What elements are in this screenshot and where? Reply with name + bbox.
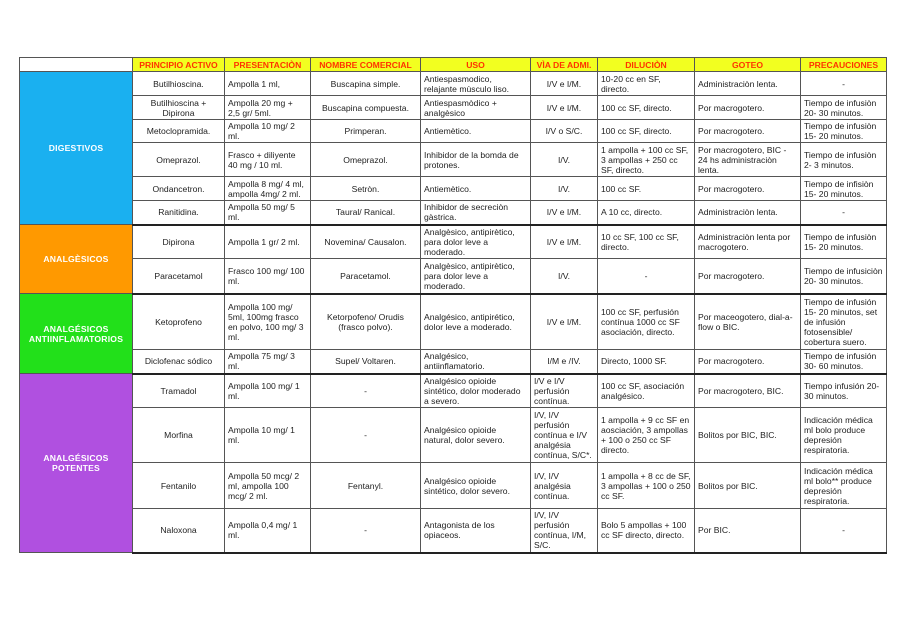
cell-principio: Omeprazol. (133, 143, 225, 177)
cell-precauciones: Tiempo de infusiòn 2- 3 minutos. (801, 143, 887, 177)
cell-principio: Metoclopramida. (133, 120, 225, 143)
cell-presentacion: Ampolla 8 mg/ 4 ml, ampolla 4mg/ 2 ml. (225, 177, 311, 201)
cell-nombre: - (311, 509, 421, 553)
cell-via: I/V e I/M. (531, 201, 598, 225)
cell-via: I/V e I/V perfusión contínua. (531, 374, 598, 408)
cell-principio: Ketoprofeno (133, 294, 225, 350)
cell-via: I/V, I/V perfusión contínua, I/M, S/C. (531, 509, 598, 553)
table-row (20, 463, 887, 509)
cell-uso: Analgèsico, antipirètico, para dolor leve a moderado. (421, 259, 531, 294)
cell-dilucion: A 10 cc, directo. (598, 201, 695, 225)
cell-principio: Tramadol (133, 374, 225, 408)
cell-precauciones: - (801, 72, 887, 96)
cell-goteo: Administraciòn lenta. (695, 72, 801, 96)
cell-uso: Analgésico opioide natural, dolor severo. (421, 408, 531, 463)
cell-presentacion: Frasco + diliyente 40 mg / 10 ml. (225, 143, 311, 177)
cell-nombre: Primperan. (311, 120, 421, 143)
cell-principio: Paracetamol (133, 259, 225, 294)
cell-uso: Analgésico opioide sintético, dolor moderado a severo. (421, 374, 531, 408)
cell-via: I/V, I/V perfusión contínua e I/V analgésia contínua, S/C*. (531, 408, 598, 463)
cell-principio: Ranitidina. (133, 201, 225, 225)
cell-goteo: Por maceogotero, dial-a-flow o BIC. (695, 294, 801, 350)
cell-presentacion: Ampolla 100 mg/ 5ml, 100mg frasco en polvo, 100 mg/ 3 ml. (225, 294, 311, 350)
cell-uso: Analgésico, antipirético, dolor leve a moderado. (421, 294, 531, 350)
cell-goteo: Bolitos por BIC. (695, 463, 801, 509)
cell-nombre: Novemina/ Causalon. (311, 225, 421, 259)
category-digestivos: DIGESTIVOS (20, 72, 133, 225)
cell-presentacion: Ampolla 10 mg/ 1 ml. (225, 408, 311, 463)
cell-precauciones: Tiempo de infusión 15- 20 minutos, set de infusión fotosensible/ cobertura suero. (801, 294, 887, 350)
table-row (20, 96, 887, 120)
header-row (20, 58, 887, 72)
cell-precauciones: Tiempo de infusiòn 15- 20 minutos. (801, 225, 887, 259)
cell-uso: Antiespasmodico, relajante mùsculo liso. (421, 72, 531, 96)
cell-dilucion: 10-20 cc en SF, directo. (598, 72, 695, 96)
cell-uso: Analgésico, antiinflamatorio. (421, 350, 531, 374)
cell-dilucion: - (598, 259, 695, 294)
cell-precauciones: Tiempo de infusiciòn 20- 30 minutos. (801, 259, 887, 294)
cell-principio: Ondancetron. (133, 177, 225, 201)
cell-nombre: Omeprazol. (311, 143, 421, 177)
cell-presentacion: Ampolla 100 mg/ 1 ml. (225, 374, 311, 408)
table-row (20, 201, 887, 225)
medication-table (19, 57, 887, 554)
header-precauciones: PRECAUCIONES (801, 58, 887, 72)
cell-via: I/V. (531, 143, 598, 177)
cell-presentacion: Frasco 100 mg/ 100 ml. (225, 259, 311, 294)
cell-precauciones: - (801, 509, 887, 553)
cell-via: I/V e I/M. (531, 72, 598, 96)
table-row (20, 294, 887, 350)
cell-principio: Butilhioscina. (133, 72, 225, 96)
table-row (20, 177, 887, 201)
table-row (20, 259, 887, 294)
cell-uso: Antiemètico. (421, 177, 531, 201)
cell-presentacion: Ampolla 1 ml, (225, 72, 311, 96)
cell-nombre: Supel/ Voltaren. (311, 350, 421, 374)
cell-presentacion: Ampolla 10 mg/ 2 ml. (225, 120, 311, 143)
header-principio: PRINCIPIO ACTIVO (133, 58, 225, 72)
cell-precauciones: - (801, 201, 887, 225)
cell-nombre: Taural/ Ranical. (311, 201, 421, 225)
cell-principio: Morfina (133, 408, 225, 463)
cell-dilucion: 100 cc SF, asociación analgésico. (598, 374, 695, 408)
category-analgesicos: ANALGÈSICOS (20, 225, 133, 294)
cell-via: I/V. (531, 177, 598, 201)
cell-nombre: Fentanyl. (311, 463, 421, 509)
cell-uso: Analgèsico, antipirètico, para dolor leve a moderado. (421, 225, 531, 259)
cell-precauciones: Indicación médica ml bolo produce depresión respiratoria. (801, 408, 887, 463)
cell-goteo: Por macrogotero, BIC - 24 hs administraciòn lenta. (695, 143, 801, 177)
table-row (20, 350, 887, 374)
cell-precauciones: Tiempo de infusiòn 15- 20 minutos. (801, 120, 887, 143)
cell-uso: Analgésico opioide sintético, dolor severo. (421, 463, 531, 509)
cell-precauciones: Indicación médica ml bolo** produce depresión respiratoria. (801, 463, 887, 509)
cell-goteo: Por macrogotero. (695, 120, 801, 143)
cell-nombre: Paracetamol. (311, 259, 421, 294)
cell-presentacion: Ampolla 50 mcg/ 2 ml, ampolla 100 mcg/ 2 ml. (225, 463, 311, 509)
cell-precauciones: Tiempo de infisiòn 15- 20 minutos. (801, 177, 887, 201)
cell-dilucion: 100 cc SF, perfusión contínua 1000 cc SF asociación, directo. (598, 294, 695, 350)
cell-goteo: Por macrogotero. (695, 259, 801, 294)
cell-via: I/V e I/M. (531, 225, 598, 259)
cell-precauciones: Tiempo de infusiòn 20- 30 minutos. (801, 96, 887, 120)
cell-nombre: Buscapina compuesta. (311, 96, 421, 120)
table-row (20, 120, 887, 143)
cell-presentacion: Ampolla 75 mg/ 3 ml. (225, 350, 311, 374)
cell-nombre: Ketorpofeno/ Orudis (frasco polvo). (311, 294, 421, 350)
table-row (20, 408, 887, 463)
cell-dilucion: Bolo 5 ampollas + 100 cc SF directo, directo. (598, 509, 695, 553)
category-potentes: ANALGÉSICOS POTENTES (20, 374, 133, 553)
cell-goteo: Por macrogotero. (695, 177, 801, 201)
cell-principio: Diclofenac sódico (133, 350, 225, 374)
header-nombre: NOMBRE COMERCIAL (311, 58, 421, 72)
cell-via: I/V o S/C. (531, 120, 598, 143)
cell-presentacion: Ampolla 50 mg/ 5 ml. (225, 201, 311, 225)
cell-nombre: - (311, 374, 421, 408)
cell-uso: Antiemètico. (421, 120, 531, 143)
header-via: VÌA DE ADMI. (531, 58, 598, 72)
header-uso: USO (421, 58, 531, 72)
cell-via: I/V e I/M. (531, 96, 598, 120)
cell-via: I/V. (531, 259, 598, 294)
cell-goteo: Administraciòn lenta. (695, 201, 801, 225)
cell-dilucion: Directo, 1000 SF. (598, 350, 695, 374)
cell-via: I/V e I/M. (531, 294, 598, 350)
table-row (20, 374, 887, 408)
category-antiinflamatorios: ANALGÉSICOS ANTIINFLAMATORIOS (20, 294, 133, 374)
cell-goteo: Administraciòn lenta por macrogotero. (695, 225, 801, 259)
cell-via: I/V, I/V analgésia contínua. (531, 463, 598, 509)
cell-goteo: Por macrogotero. (695, 350, 801, 374)
cell-dilucion: 100 cc SF, directo. (598, 120, 695, 143)
cell-principio: Dipirona (133, 225, 225, 259)
cell-goteo: Por BIC. (695, 509, 801, 553)
cell-goteo: Por macrogotero, BIC. (695, 374, 801, 408)
cell-nombre: Setròn. (311, 177, 421, 201)
cell-dilucion: 100 cc SF, directo. (598, 96, 695, 120)
cell-presentacion: Ampolla 0,4 mg/ 1 ml. (225, 509, 311, 553)
cell-dilucion: 10 cc SF, 100 cc SF, directo. (598, 225, 695, 259)
table-row (20, 143, 887, 177)
header-blank (20, 58, 133, 72)
cell-uso: Antagonista de los opiaceos. (421, 509, 531, 553)
header-dilucion: DILUCIÒN (598, 58, 695, 72)
header-presentacion: PRESENTACIÒN (225, 58, 311, 72)
table-row (20, 72, 887, 96)
cell-principio: Naloxona (133, 509, 225, 553)
cell-uso: Inhibidor de la bomda de protones. (421, 143, 531, 177)
cell-uso: Antiespasmòdico + analgèsico (421, 96, 531, 120)
header-goteo: GOTEO (695, 58, 801, 72)
cell-principio: Fentanilo (133, 463, 225, 509)
cell-nombre: - (311, 408, 421, 463)
cell-goteo: Por macrogotero. (695, 96, 801, 120)
cell-presentacion: Ampolla 20 mg + 2,5 gr/ 5ml. (225, 96, 311, 120)
cell-precauciones: Tiempo de infusión 30- 60 minutos. (801, 350, 887, 374)
cell-nombre: Buscapina simple. (311, 72, 421, 96)
cell-dilucion: 1 ampolla + 100 cc SF, 3 ampollas + 250 cc SF, directo. (598, 143, 695, 177)
cell-presentacion: Ampolla 1 gr/ 2 ml. (225, 225, 311, 259)
cell-uso: Inhibidor de secreciòn gàstrica. (421, 201, 531, 225)
cell-via: I/M e /IV. (531, 350, 598, 374)
cell-goteo: Bolitos por BIC, BIC. (695, 408, 801, 463)
cell-dilucion: 1 ampolla + 8 cc de SF, 3 ampollas + 100 o 250 cc SF. (598, 463, 695, 509)
cell-dilucion: 100 cc SF. (598, 177, 695, 201)
cell-precauciones: Tiempo infusión 20- 30 minutos. (801, 374, 887, 408)
table-row (20, 225, 887, 259)
table-row (20, 509, 887, 553)
cell-dilucion: 1 ampolla + 9 cc SF en aosciación, 3 ampollas + 100 o 250 cc SF directo. (598, 408, 695, 463)
cell-principio: Butilhioscina + Dipirona (133, 96, 225, 120)
